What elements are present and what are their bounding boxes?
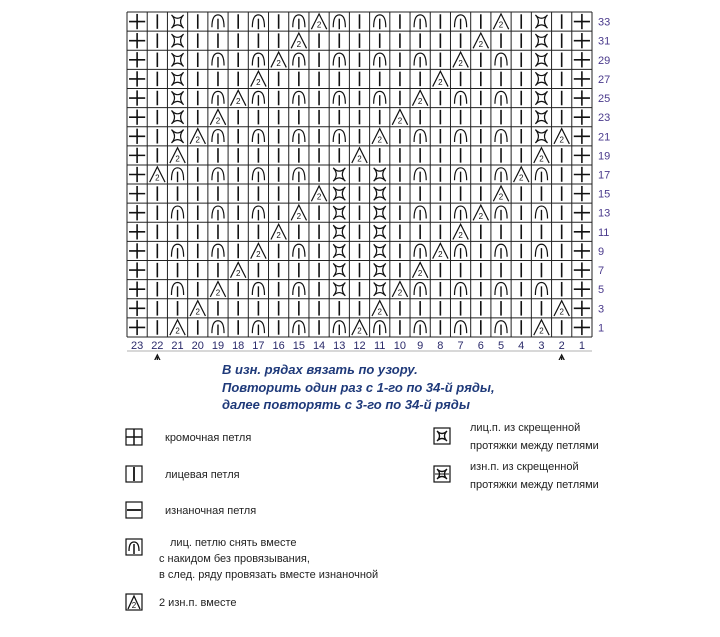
stitch-x: [333, 263, 345, 276]
stitch-e: [129, 205, 145, 220]
stitch-s: [252, 130, 264, 144]
column-number: 2: [558, 340, 565, 352]
svg-text:2: 2: [195, 135, 200, 145]
svg-text:2: 2: [438, 250, 443, 260]
svg-text:2: 2: [417, 269, 423, 279]
column-number: 14: [312, 340, 326, 352]
column-numbers: [127, 340, 592, 352]
stitch-s: [535, 206, 547, 220]
stitch-e: [129, 282, 145, 297]
legend-slip-line-1: лиц. петлю снять вместе: [170, 537, 297, 549]
stitch-s: [455, 321, 467, 335]
stitch-x: [374, 225, 386, 238]
row-number: 25: [598, 93, 611, 106]
stitch-p: [170, 320, 185, 336]
column-number: 9: [417, 340, 424, 352]
stitch-x: [535, 34, 547, 47]
stitch-e: [129, 301, 145, 316]
stitch-s: [495, 91, 507, 105]
stitch-x: [535, 15, 547, 28]
purl-stitch-icon: [125, 501, 143, 519]
column-number: 18: [232, 340, 245, 352]
stitch-e: [129, 129, 145, 144]
stitch-s: [293, 53, 305, 67]
stitch-p: [150, 167, 165, 183]
stitch-s: [212, 130, 224, 144]
row-number: 31: [598, 35, 611, 48]
column-number: 15: [292, 340, 305, 352]
stitch-x: [333, 225, 345, 238]
stitch-p: [433, 243, 448, 259]
stitch-s: [212, 53, 224, 67]
stitch-p: [392, 110, 407, 126]
stitch-s: [212, 206, 224, 220]
stitch-x: [171, 34, 183, 47]
stitch-s: [252, 53, 264, 67]
svg-text:2: 2: [296, 39, 302, 49]
stitch-s: [252, 15, 264, 29]
svg-text:2: 2: [316, 192, 322, 202]
stitch-p: [433, 71, 448, 87]
stitch-x: [374, 283, 386, 296]
stitch-s: [495, 130, 507, 144]
stitch-x: [535, 53, 547, 66]
stitch-e: [129, 224, 145, 239]
stitch-s: [252, 206, 264, 220]
stitch-s: [333, 130, 345, 144]
stitch-x: [535, 91, 547, 104]
stitch-x: [535, 72, 547, 85]
stitch-e: [129, 90, 145, 105]
svg-text:2: 2: [276, 58, 281, 68]
stitch-x: [171, 130, 183, 143]
svg-text:2: 2: [478, 39, 484, 49]
svg-text:2: 2: [276, 230, 281, 240]
row-number: 15: [598, 188, 611, 201]
stitch-e: [129, 167, 145, 182]
stitch-x: [333, 244, 345, 257]
legend-purl-label: изнаночная петля: [165, 505, 257, 517]
stitch-s: [333, 321, 345, 335]
svg-text:2: 2: [559, 135, 564, 145]
stitch-s: [535, 244, 547, 258]
svg-text:2: 2: [175, 326, 180, 336]
slip-with-yarnover-icon: [125, 538, 143, 556]
stitch-x: [374, 244, 386, 257]
stitch-x: [171, 110, 183, 123]
stitch-e: [129, 243, 145, 258]
stitch-s: [171, 244, 183, 258]
stitch-s: [212, 91, 224, 105]
stitch-e: [574, 262, 590, 277]
stitch-s: [212, 244, 224, 258]
stitch-x: [374, 206, 386, 219]
svg-text:2: 2: [256, 78, 261, 88]
stitch-s: [333, 91, 345, 105]
stitch-s: [455, 206, 467, 220]
row-number: 27: [598, 73, 611, 86]
stitch-p: [231, 262, 246, 278]
stitch-s: [293, 244, 305, 258]
stitch-x: [374, 263, 386, 276]
stitch-p: [291, 205, 306, 221]
stitch-p: [554, 129, 569, 145]
svg-text:2: 2: [458, 58, 463, 68]
stitch-s: [414, 168, 426, 182]
stitch-e: [574, 167, 590, 182]
legend-slip-line-3: в след. ряду провязать вместе изнаночной: [159, 569, 379, 581]
stitch-s: [455, 283, 467, 297]
stitch-x: [333, 168, 345, 181]
row-numbers: [598, 17, 610, 335]
chart-symbols: [129, 14, 590, 336]
svg-text:2: 2: [397, 116, 403, 126]
stitch-p: [514, 167, 529, 183]
stitch-s: [455, 244, 467, 258]
purl-two-together-icon: [125, 593, 143, 611]
stitch-e: [574, 52, 590, 67]
column-number: 7: [457, 340, 464, 352]
svg-text:2: 2: [539, 154, 544, 164]
crossed-knit-icon: [433, 427, 451, 445]
stitch-s: [455, 130, 467, 144]
svg-text:2: 2: [498, 20, 504, 30]
svg-text:2: 2: [438, 78, 443, 88]
svg-text:2: 2: [357, 326, 362, 336]
svg-text:2: 2: [215, 288, 221, 298]
svg-text:2: 2: [256, 250, 261, 260]
legend-slip-line-2: с накидом без провязывания,: [159, 553, 310, 565]
stitch-s: [495, 244, 507, 258]
stitch-s: [212, 15, 224, 29]
stitch-e: [574, 33, 590, 48]
stitch-e: [574, 90, 590, 105]
stitch-p: [311, 186, 326, 202]
stitch-x: [535, 130, 547, 143]
stitch-s: [252, 321, 264, 335]
svg-text:2: 2: [175, 154, 180, 164]
svg-text:2: 2: [377, 307, 382, 317]
legend-cross-purl-line-2: протяжки между петлями: [470, 479, 599, 491]
column-number: 16: [272, 340, 285, 352]
stitch-p: [210, 282, 225, 298]
stitch-s: [293, 130, 305, 144]
stitch-p: [352, 320, 367, 336]
legend-cross-purl-line-1: изн.п. из скрещенной: [470, 461, 579, 473]
stitch-e: [574, 148, 590, 163]
stitch-p: [372, 301, 387, 317]
stitch-s: [414, 244, 426, 258]
stitch-s: [495, 168, 507, 182]
svg-text:2: 2: [215, 116, 221, 126]
svg-text:2: 2: [235, 269, 241, 279]
stitch-p: [493, 186, 508, 202]
column-number: 4: [518, 340, 525, 352]
row-number: 29: [598, 54, 611, 67]
column-number: 13: [333, 340, 346, 352]
column-number: 3: [538, 340, 545, 352]
stitch-x: [333, 206, 345, 219]
svg-text:2: 2: [539, 326, 544, 336]
stitch-s: [171, 206, 183, 220]
stitch-s: [171, 283, 183, 297]
stitch-e: [129, 262, 145, 277]
row-number: 23: [598, 112, 611, 125]
stitch-e: [574, 14, 590, 29]
stitch-e: [129, 148, 145, 163]
row-number: 21: [598, 131, 611, 144]
stitch-s: [414, 321, 426, 335]
row-number: 17: [598, 169, 611, 182]
stitch-e: [574, 110, 590, 125]
stitch-s: [171, 168, 183, 182]
stitch-x: [535, 110, 547, 123]
stitch-p: [291, 33, 306, 49]
row-number: 9: [598, 245, 605, 258]
stitch-s: [414, 53, 426, 67]
stitch-p: [251, 243, 266, 259]
column-number: 8: [437, 340, 444, 352]
stitch-e: [129, 71, 145, 86]
column-number: 11: [374, 340, 386, 352]
stitch-p: [372, 129, 387, 145]
stitch-s: [495, 283, 507, 297]
stitch-s: [293, 91, 305, 105]
stitch-e: [574, 224, 590, 239]
svg-text:2: 2: [131, 601, 137, 610]
column-number: 20: [191, 340, 204, 352]
svg-text:2: 2: [377, 135, 382, 145]
note-line-3: далее повторять с 3-го по 34-й ряды: [222, 397, 470, 412]
svg-text:2: 2: [458, 230, 463, 240]
column-number: 10: [393, 340, 407, 352]
stitch-s: [293, 283, 305, 297]
stitch-e: [574, 282, 590, 297]
stitch-x: [333, 283, 345, 296]
crossed-purl-icon: [433, 465, 451, 483]
stitch-e: [129, 320, 145, 335]
legend-cross-knit-line-2: протяжки между петлями: [470, 440, 599, 452]
stitch-s: [495, 53, 507, 67]
column-number: 21: [171, 340, 184, 352]
stitch-s: [535, 283, 547, 297]
column-number: 12: [353, 340, 366, 352]
column-number: 19: [211, 340, 225, 352]
svg-text:2: 2: [155, 173, 160, 183]
stitch-s: [252, 91, 264, 105]
column-number: 22: [151, 340, 164, 352]
column-number: 17: [252, 340, 265, 352]
stitch-e: [574, 186, 590, 201]
svg-text:2: 2: [478, 211, 484, 221]
stitch-s: [374, 53, 386, 67]
stitch-p: [251, 71, 266, 87]
stitch-x: [374, 168, 386, 181]
svg-text:2: 2: [235, 97, 241, 107]
svg-text:2: 2: [498, 192, 504, 202]
stitch-p: [311, 14, 326, 30]
row-number: 11: [598, 226, 610, 239]
stitch-p: [231, 90, 246, 106]
row-number: 1: [598, 322, 605, 335]
column-number: 5: [497, 340, 505, 352]
stitch-p: [554, 301, 569, 317]
legend-cross-knit-line-1: лиц.п. из скрещенной: [470, 422, 581, 434]
stitch-x: [171, 91, 183, 104]
stitch-s: [455, 15, 467, 29]
svg-text:2: 2: [519, 173, 524, 183]
stitch-s: [414, 15, 426, 29]
note-line-2: Повторить один раз с 1-го по 34-й ряды,: [222, 380, 495, 395]
stitch-x: [171, 15, 183, 28]
stitch-s: [455, 168, 467, 182]
row-number: 7: [598, 265, 605, 278]
stitch-p: [190, 301, 205, 317]
stitch-s: [495, 321, 507, 335]
svg-text:2: 2: [316, 20, 322, 30]
stitch-s: [455, 91, 467, 105]
stitch-e: [129, 52, 145, 67]
stitch-s: [535, 168, 547, 182]
svg-text:2: 2: [397, 288, 403, 298]
stitch-p: [473, 205, 488, 221]
stitch-p: [210, 110, 225, 126]
stitch-p: [352, 148, 367, 164]
stitch-s: [293, 168, 305, 182]
svg-text:2: 2: [357, 154, 362, 164]
knit-stitch-icon: [125, 465, 143, 483]
edge-stitch-icon: [125, 428, 143, 446]
stitch-x: [171, 72, 183, 85]
stitch-s: [293, 321, 305, 335]
stitch-x: [171, 53, 183, 66]
stitch-e: [129, 186, 145, 201]
stitch-e: [574, 301, 590, 316]
column-number: 23: [130, 340, 144, 352]
stitch-x: [333, 187, 345, 200]
stitch-e: [129, 110, 145, 125]
row-number: 19: [598, 150, 611, 163]
stitch-s: [212, 321, 224, 335]
stitch-s: [414, 206, 426, 220]
stitch-p: [534, 320, 549, 336]
stitch-s: [212, 168, 224, 182]
stitch-s: [495, 206, 507, 220]
stitch-p: [271, 52, 286, 68]
stitch-p: [534, 148, 549, 164]
column-number: 6: [477, 340, 484, 352]
stitch-p: [271, 224, 286, 240]
legend-knit-label: лицевая петля: [165, 469, 240, 481]
stitch-p: [412, 90, 427, 106]
row-number: 13: [598, 207, 611, 220]
stitch-s: [374, 321, 386, 335]
row-number: 3: [598, 303, 605, 316]
stitch-p: [493, 14, 508, 30]
stitch-e: [129, 33, 145, 48]
stitch-e: [574, 129, 590, 144]
stitch-e: [129, 14, 145, 29]
legend-edge-label: кромочная петля: [165, 432, 252, 444]
stitch-s: [414, 283, 426, 297]
stitch-s: [252, 168, 264, 182]
stitch-p: [453, 224, 468, 240]
svg-text:2: 2: [559, 307, 564, 317]
stitch-x: [374, 187, 386, 200]
stitch-p: [392, 282, 407, 298]
row-number: 5: [598, 284, 605, 297]
stitch-s: [252, 283, 264, 297]
svg-text:2: 2: [417, 97, 423, 107]
stitch-s: [374, 91, 386, 105]
svg-text:2: 2: [296, 211, 302, 221]
stitch-p: [412, 262, 427, 278]
note-line-1: В изн. рядах вязать по узору.: [222, 362, 418, 377]
stitch-e: [574, 71, 590, 86]
stitch-s: [414, 130, 426, 144]
stitch-e: [574, 205, 590, 220]
stitch-s: [333, 15, 345, 29]
stitch-p: [453, 52, 468, 68]
stitch-e: [574, 320, 590, 335]
row-number: 33: [598, 16, 611, 29]
stitch-e: [574, 243, 590, 258]
legend-p2tog-label: 2 изн.п. вместе: [159, 597, 237, 609]
stitch-s: [333, 53, 345, 67]
stitch-s: [374, 15, 386, 29]
stitch-p: [473, 33, 488, 49]
stitch-p: [190, 129, 205, 145]
stitch-s: [293, 15, 305, 29]
stitch-p: [170, 148, 185, 164]
svg-text:2: 2: [195, 307, 200, 317]
column-number: 1: [578, 340, 585, 352]
